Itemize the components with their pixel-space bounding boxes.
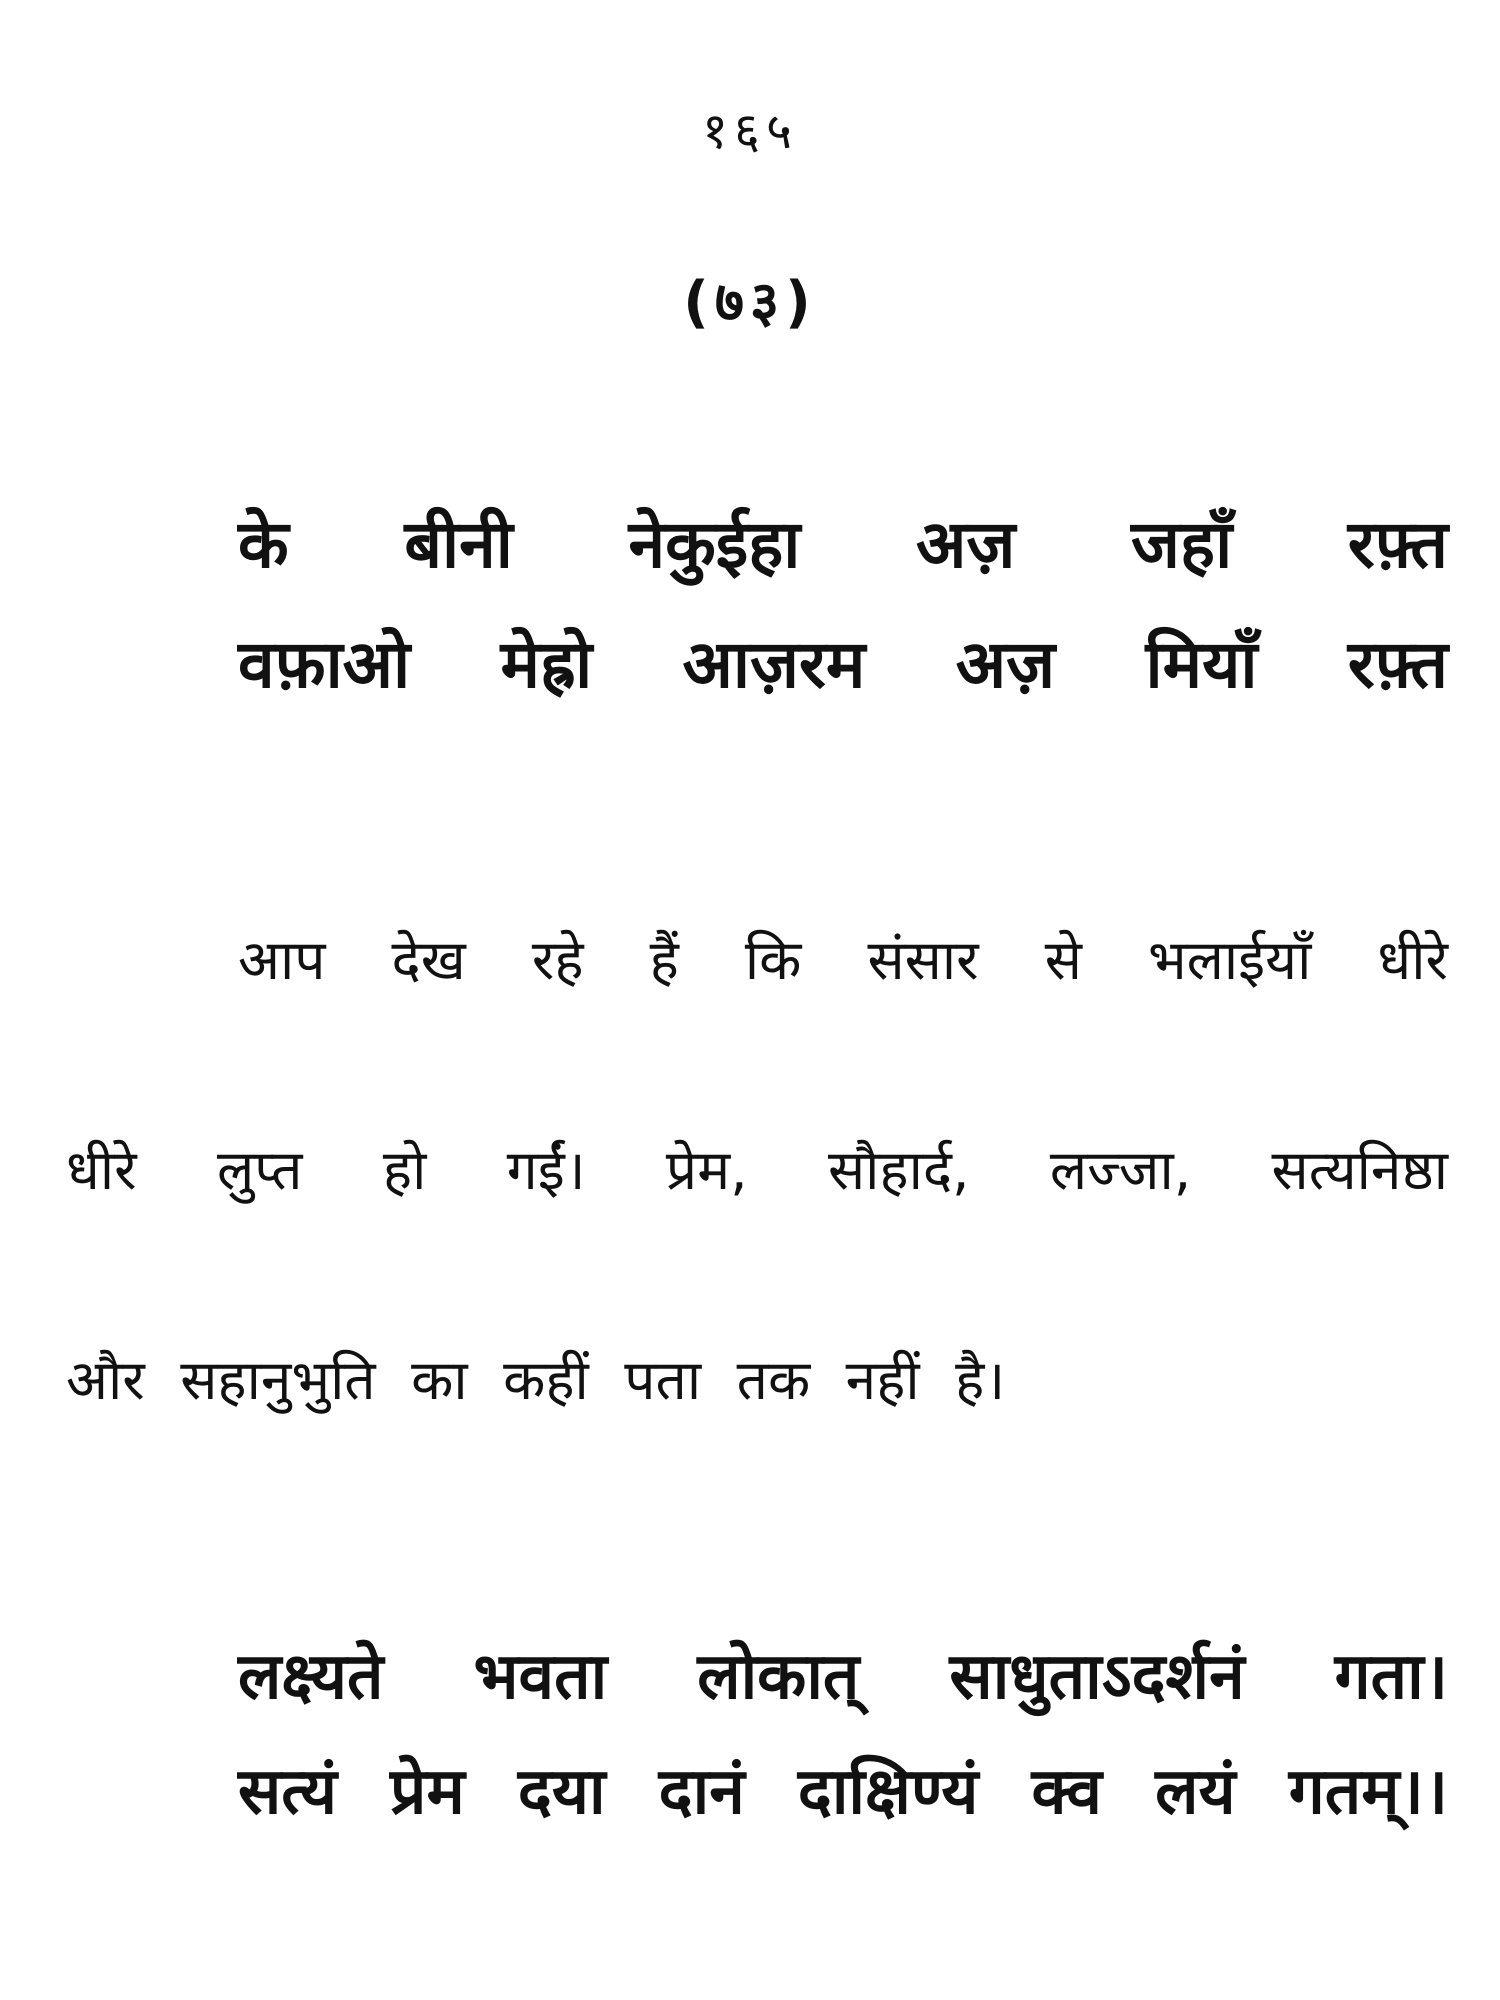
hindi-translation-line-1: आप देख रहे हैं कि संसार से भलाईयाँ धीरे [238, 928, 1448, 992]
hindi-translation-line-3: और सहानुभुति का कहीं पता तक नहीं है। [66, 1348, 1006, 1412]
hindi-translation [66, 900, 1448, 1530]
page-number: १६५ [702, 102, 798, 160]
hindi-translation-line-2: धीरे लुप्त हो गईं। प्रेम, सौहार्द, लज्जा, सत्यनिष्ठा [66, 1138, 1448, 1202]
sanskrit-couplet-line-2: सत्यं प्रेम दया दानं दाक्षिण्यं क्व लयं गतम्।। [238, 1755, 1448, 1829]
sanskrit-couplet-line-1: लक्ष्यते भवता लोकात् साधुताऽदर्शनं गता। [238, 1640, 1448, 1714]
verse-number: (७३) [683, 270, 817, 335]
persian-couplet-line-2: वफ़ाओ मेह्रो आज़रम अज़ मियाँ रफ़्त [238, 626, 1448, 703]
persian-couplet-line-1: के बीनी नेकुईहा अज़ जहाँ रफ़्त [238, 506, 1448, 583]
persian-couplet [238, 485, 1448, 725]
sanskrit-couplet [238, 1620, 1448, 1850]
